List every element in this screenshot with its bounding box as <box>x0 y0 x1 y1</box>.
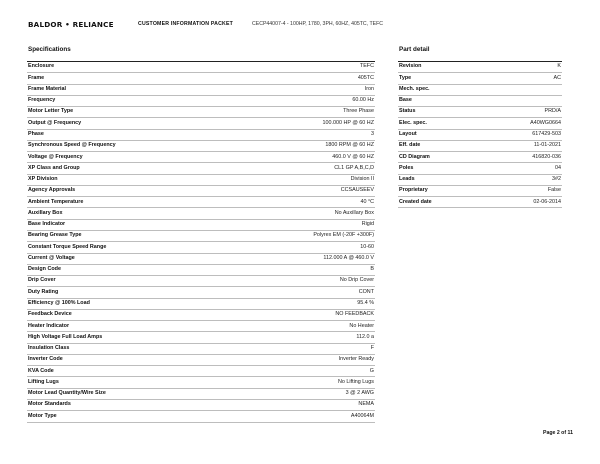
table-row <box>398 62 562 73</box>
row-value: AC <box>478 73 562 84</box>
table-row <box>398 163 562 174</box>
row-label: Duty Rating <box>27 287 187 298</box>
row-value: 3 <box>187 129 375 140</box>
row-value: No Heater <box>187 321 375 332</box>
row-value: K <box>478 62 562 73</box>
table-row <box>27 242 375 253</box>
row-value: No Drip Cover <box>187 276 375 287</box>
row-label: Voltage @ Frequency <box>27 152 187 163</box>
row-value: 60.00 Hz <box>187 95 375 106</box>
table-row <box>398 197 562 208</box>
table-row <box>27 197 375 208</box>
table-row <box>27 276 375 287</box>
row-label: Revision <box>398 62 478 73</box>
page-number: Page 2 of 11 <box>543 430 573 436</box>
row-value: 40 °C <box>187 197 375 208</box>
table-row <box>398 185 562 196</box>
table-row <box>27 366 375 377</box>
row-value: A40064M <box>187 411 375 422</box>
table-row <box>398 152 562 163</box>
row-value: NO FEEDBACK <box>187 309 375 320</box>
table-row <box>27 129 375 140</box>
row-value: Division II <box>187 174 375 185</box>
row-label: High Voltage Full Load Amps <box>27 332 187 343</box>
row-label: Motor Lead Quantity/Wire Size <box>27 388 187 399</box>
table-row <box>27 287 375 298</box>
row-label: Drip Cover <box>27 276 187 287</box>
row-label: Inverter Code <box>27 354 187 365</box>
table-row <box>27 208 375 219</box>
row-label: Enclosure <box>27 62 187 73</box>
table-row <box>27 343 375 354</box>
row-value: 416820-036 <box>478 152 562 163</box>
row-value: 112.000 A @ 460.0 V <box>187 253 375 264</box>
table-row <box>27 95 375 106</box>
table-row <box>398 118 562 129</box>
row-label: Feedback Device <box>27 309 187 320</box>
row-label: Current @ Voltage <box>27 253 187 264</box>
table-row <box>27 84 375 95</box>
row-value: 112.0 a <box>187 332 375 343</box>
row-label: Layout <box>398 129 478 140</box>
table-row <box>27 230 375 241</box>
table-row <box>27 253 375 264</box>
row-label: Created date <box>398 197 478 208</box>
row-label: Proprietary <box>398 185 478 196</box>
row-label: Status <box>398 107 478 118</box>
row-value <box>478 95 562 106</box>
row-label: Auxillary Box <box>27 208 187 219</box>
row-value: 04 <box>478 163 562 174</box>
row-label: Motor Standards <box>27 399 187 410</box>
row-value: 3#2 <box>478 174 562 185</box>
row-label: Synchronous Speed @ Frequency <box>27 140 187 151</box>
row-value: 95.4 % <box>187 298 375 309</box>
table-row <box>27 219 375 230</box>
row-value: F <box>187 343 375 354</box>
row-value: NEMA <box>187 399 375 410</box>
row-value: 10-60 <box>187 242 375 253</box>
page-header <box>28 18 383 30</box>
row-label: Frequency <box>27 95 187 106</box>
row-label: Motor Type <box>27 411 187 422</box>
row-value: Iron <box>187 84 375 95</box>
table-row <box>27 107 375 118</box>
row-label: Frame <box>27 73 187 84</box>
row-value: CONT <box>187 287 375 298</box>
row-label: Lifting Lugs <box>27 377 187 388</box>
row-value: False <box>478 185 562 196</box>
row-value: 1800 RPM @ 60 HZ <box>187 140 375 151</box>
row-label: Leads <box>398 174 478 185</box>
table-row <box>27 321 375 332</box>
row-label: Ambient Temperature <box>27 197 187 208</box>
row-value: 617429-503 <box>478 129 562 140</box>
row-label: Constant Torque Speed Range <box>27 242 187 253</box>
table-row <box>398 140 562 151</box>
table-row <box>398 95 562 106</box>
table-row <box>27 309 375 320</box>
row-value: PRD/A <box>478 107 562 118</box>
table-row <box>27 332 375 343</box>
row-label: Heater Indicator <box>27 321 187 332</box>
part-detail-table <box>398 61 562 208</box>
row-label: Design Code <box>27 264 187 275</box>
table-row <box>398 73 562 84</box>
row-label: Poles <box>398 163 478 174</box>
row-value: CCSAUSEEV <box>187 185 375 196</box>
row-value: Rigid <box>187 219 375 230</box>
table-row <box>27 298 375 309</box>
row-label: Phase <box>27 129 187 140</box>
table-row <box>27 62 375 73</box>
row-label: Efficiency @ 100% Load <box>27 298 187 309</box>
row-label: Agency Approvals <box>27 185 187 196</box>
row-label: Motor Letter Type <box>27 107 187 118</box>
table-row <box>27 118 375 129</box>
document-type: CUSTOMER INFORMATION PACKET <box>138 21 234 27</box>
row-label: CD Diagram <box>398 152 478 163</box>
row-value: 3 @ 2 AWG <box>187 388 375 399</box>
row-label: Frame Material <box>27 84 187 95</box>
row-value: G <box>187 366 375 377</box>
table-row <box>27 399 375 410</box>
row-label: Base <box>398 95 478 106</box>
table-row <box>27 163 375 174</box>
row-value: 405TC <box>187 73 375 84</box>
table-row <box>27 264 375 275</box>
row-label: XP Class and Group <box>27 163 187 174</box>
row-value: 100.000 HP @ 60 HZ <box>187 118 375 129</box>
row-label: KVA Code <box>27 366 187 377</box>
row-value: No Lifting Lugs <box>187 377 375 388</box>
row-label: Mech. spec. <box>398 84 478 95</box>
row-value: TEFC <box>187 62 375 73</box>
table-row <box>27 73 375 84</box>
table-row <box>27 152 375 163</box>
row-value: A40WG0664 <box>478 118 562 129</box>
row-label: Eff. date <box>398 140 478 151</box>
row-value: B <box>187 264 375 275</box>
specifications-table <box>27 61 375 423</box>
row-label: Base Indicator <box>27 219 187 230</box>
table-row <box>27 388 375 399</box>
row-label: Elec. spec. <box>398 118 478 129</box>
table-row <box>398 129 562 140</box>
row-label: XP Division <box>27 174 187 185</box>
table-row <box>27 140 375 151</box>
row-label: Type <box>398 73 478 84</box>
table-row <box>27 185 375 196</box>
row-label: Insulation Class <box>27 343 187 354</box>
row-value: Three Phase <box>187 107 375 118</box>
table-row <box>27 174 375 185</box>
specifications-title: Specifications <box>28 46 71 53</box>
table-row <box>398 174 562 185</box>
table-row <box>27 354 375 365</box>
row-label: Bearing Grease Type <box>27 230 187 241</box>
table-row <box>398 107 562 118</box>
row-value: 460.0 V @ 60 HZ <box>187 152 375 163</box>
row-value: Inverter Ready <box>187 354 375 365</box>
row-value: Polyrex EM (-20F +300F) <box>187 230 375 241</box>
row-value: 02-06-2014 <box>478 197 562 208</box>
row-value <box>478 84 562 95</box>
row-label: Output @ Frequency <box>27 118 187 129</box>
brand-logo: BALDOR • RELIANCE <box>28 19 114 29</box>
row-value: No Auxillary Box <box>187 208 375 219</box>
table-row <box>27 411 375 422</box>
catalog-description: CECP44007-4 - 100HP, 1780, 3PH, 60HZ, 405TC, TEFC <box>252 21 384 27</box>
table-row <box>27 377 375 388</box>
row-value: CL1 GP A,B,C,D <box>187 163 375 174</box>
table-row <box>398 84 562 95</box>
row-value: 11-01-2021 <box>478 140 562 151</box>
part-detail-title: Part detail <box>399 46 430 53</box>
